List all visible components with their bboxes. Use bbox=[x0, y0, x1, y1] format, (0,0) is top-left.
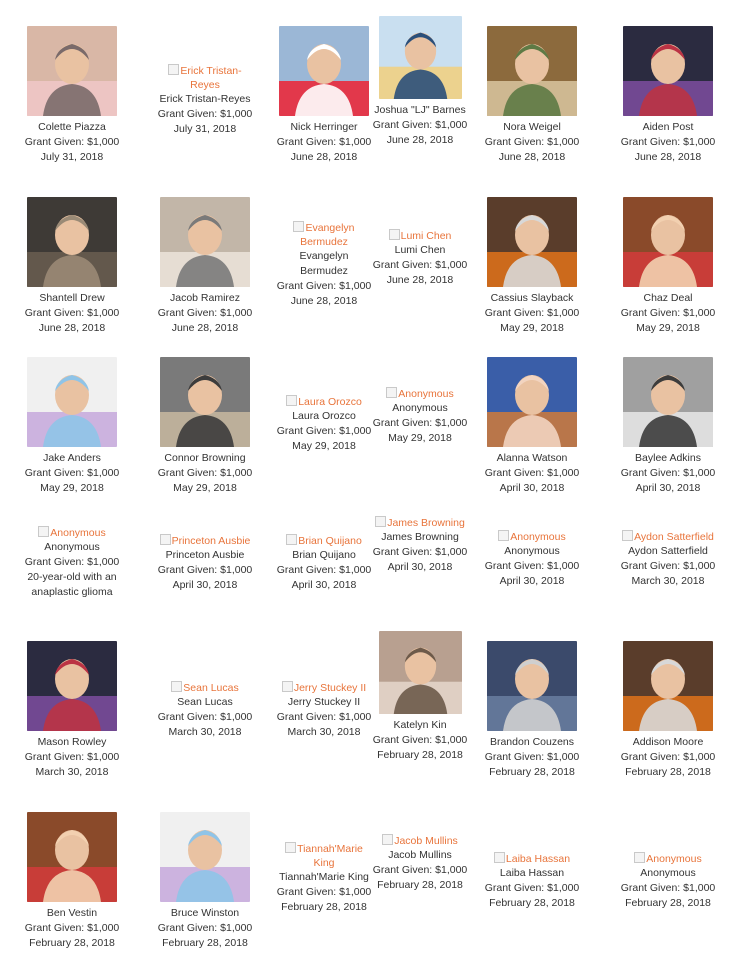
grant-label: Grant Given: bbox=[484, 307, 545, 319]
grant-date: May 29, 2018 bbox=[173, 482, 237, 494]
broken-image-icon bbox=[293, 221, 304, 232]
recipient-name: Laiba Hassan bbox=[499, 867, 565, 879]
grant-label: Grant Given: bbox=[620, 560, 681, 572]
recipient-card bbox=[157, 197, 253, 336]
recipient-name: Mason Rowley bbox=[37, 736, 107, 748]
grant-label: Grant Given: bbox=[24, 136, 85, 148]
recipient-card bbox=[157, 357, 253, 496]
grant-label: Grant Given: bbox=[620, 136, 681, 148]
grant-line bbox=[372, 733, 468, 748]
recipient-name: Sean Lucas bbox=[177, 696, 233, 708]
grant-amount: $1,000 bbox=[220, 922, 253, 934]
grant-line bbox=[157, 107, 253, 122]
grant-date: February 28, 2018 bbox=[489, 897, 575, 909]
recipient-name: Anonymous bbox=[504, 545, 560, 557]
recipient-name: Lumi Chen bbox=[394, 244, 446, 256]
grant-label: Grant Given: bbox=[372, 119, 433, 131]
broken-image-alt-text[interactable]: Sean Lucas bbox=[157, 681, 253, 695]
recipient-name: Laura Orozco bbox=[292, 410, 356, 422]
broken-image-alt-text[interactable]: Anonymous bbox=[24, 526, 120, 540]
grant-line bbox=[484, 466, 580, 481]
broken-image-icon bbox=[498, 530, 509, 541]
recipient-name: Evangelyn Bermudez bbox=[299, 250, 349, 277]
grant-line bbox=[276, 279, 372, 294]
grant-amount: $1,000 bbox=[220, 564, 253, 576]
grant-amount: $1,000 bbox=[87, 556, 120, 568]
grant-line bbox=[157, 306, 253, 321]
grant-date: June 28, 2018 bbox=[38, 322, 106, 334]
recipient-name: Jacob Ramirez bbox=[169, 292, 241, 304]
grant-line bbox=[276, 424, 372, 439]
grant-label: Grant Given: bbox=[372, 417, 433, 429]
grant-label: Grant Given: bbox=[24, 467, 85, 479]
grant-label: Grant Given: bbox=[484, 882, 545, 894]
broken-image-icon bbox=[375, 516, 386, 527]
grant-date: June 28, 2018 bbox=[498, 151, 566, 163]
recipient-card bbox=[157, 64, 253, 137]
grant-line bbox=[276, 563, 372, 578]
grant-date: May 29, 2018 bbox=[40, 482, 104, 494]
recipient-card bbox=[276, 534, 372, 593]
teen-in-team-nick-shirt-photo bbox=[279, 26, 369, 116]
grant-line bbox=[372, 863, 468, 878]
grant-amount: $1,000 bbox=[220, 307, 253, 319]
blonde-girl-smiling-photo bbox=[487, 26, 577, 116]
grant-date: July 31, 2018 bbox=[40, 151, 104, 163]
grant-amount: $1,000 bbox=[547, 307, 580, 319]
grant-date: June 28, 2018 bbox=[386, 274, 454, 286]
recipient-card bbox=[372, 834, 468, 893]
grant-line bbox=[620, 306, 716, 321]
broken-image-icon bbox=[389, 229, 400, 240]
grant-date: April 30, 2018 bbox=[635, 482, 701, 494]
grant-amount: $1,000 bbox=[87, 922, 120, 934]
recipient-card bbox=[372, 387, 468, 446]
grant-date: April 30, 2018 bbox=[387, 561, 453, 573]
recipient-name: Shantell Drew bbox=[39, 292, 105, 304]
recipient-name: Brian Quijano bbox=[292, 549, 356, 561]
recipient-card bbox=[157, 812, 253, 951]
grant-date: February 28, 2018 bbox=[377, 879, 463, 891]
broken-image-icon bbox=[386, 387, 397, 398]
grant-label: Grant Given: bbox=[620, 467, 681, 479]
grant-label: Grant Given: bbox=[276, 425, 337, 437]
grant-amount: $1,000 bbox=[87, 751, 120, 763]
grant-amount: $1,000 bbox=[435, 864, 468, 876]
girl-in-dress-photo bbox=[379, 631, 462, 714]
grant-amount: $1,000 bbox=[220, 108, 253, 120]
recipient-name: Nick Herringer bbox=[290, 121, 358, 133]
grant-amount: $1,000 bbox=[339, 886, 372, 898]
grant-date: July 31, 2018 bbox=[173, 123, 237, 135]
grant-amount: $1,000 bbox=[87, 467, 120, 479]
grant-line bbox=[620, 750, 716, 765]
child-in-hospital-bed-photo bbox=[27, 26, 117, 116]
broken-image-alt-text[interactable]: Princeton Ausbie bbox=[157, 534, 253, 548]
recipient-name: Jake Anders bbox=[43, 452, 101, 464]
grant-line bbox=[620, 881, 716, 896]
broken-image-icon bbox=[171, 681, 182, 692]
grant-label: Grant Given: bbox=[372, 259, 433, 271]
recipient-name: Princeton Ausbie bbox=[165, 549, 245, 561]
grant-line bbox=[620, 135, 716, 150]
grant-line bbox=[24, 306, 120, 321]
grant-label: Grant Given: bbox=[157, 108, 218, 120]
boy-with-ipad-photo bbox=[487, 197, 577, 287]
recipient-card bbox=[24, 526, 120, 600]
grant-date: April 30, 2018 bbox=[172, 579, 238, 591]
grant-amount: $1,000 bbox=[220, 467, 253, 479]
grant-date: February 28, 2018 bbox=[489, 766, 575, 778]
grant-line bbox=[276, 135, 372, 150]
recipient-name: Aiden Post bbox=[642, 121, 694, 133]
grant-label: Grant Given: bbox=[157, 307, 218, 319]
recipient-card bbox=[276, 842, 372, 915]
broken-image-icon bbox=[282, 681, 293, 692]
grant-label: Grant Given: bbox=[276, 711, 337, 723]
grant-line bbox=[24, 466, 120, 481]
grant-amount: $1,000 bbox=[339, 711, 372, 723]
grant-line bbox=[620, 466, 716, 481]
boy-on-handcycle-photo bbox=[27, 641, 117, 731]
grant-date: March 30, 2018 bbox=[168, 726, 242, 738]
broken-image-alt-text[interactable]: Laiba Hassan bbox=[484, 852, 580, 866]
grant-label: Grant Given: bbox=[276, 564, 337, 576]
recipient-card bbox=[484, 26, 580, 165]
grant-amount: $1,000 bbox=[435, 259, 468, 271]
boy-in-cap-photo bbox=[487, 641, 577, 731]
grant-amount: $1,000 bbox=[435, 417, 468, 429]
grant-amount: $1,000 bbox=[87, 136, 120, 148]
recipient-name: Erick Tristan-Reyes bbox=[159, 93, 251, 105]
recipient-card bbox=[484, 197, 580, 336]
recipient-card bbox=[484, 530, 580, 589]
broken-image-alt-text[interactable]: Brian Quijano bbox=[276, 534, 372, 548]
girl-with-glasses-photo bbox=[27, 197, 117, 287]
recipient-name: Cassius Slayback bbox=[490, 292, 574, 304]
recipient-name: Nora Weigel bbox=[503, 121, 561, 133]
recipient-card bbox=[484, 852, 580, 911]
grant-label: Grant Given: bbox=[620, 307, 681, 319]
grant-amount: $1,000 bbox=[683, 882, 716, 894]
grant-date: May 29, 2018 bbox=[500, 322, 564, 334]
grant-line bbox=[157, 921, 253, 936]
recipient-name: Bruce Winston bbox=[170, 907, 240, 919]
grant-amount: $1,000 bbox=[339, 136, 372, 148]
boy-with-headphones-photo bbox=[27, 812, 117, 902]
recipient-name: Katelyn Kin bbox=[393, 719, 447, 731]
broken-image-icon bbox=[285, 842, 296, 853]
grant-date: June 28, 2018 bbox=[290, 151, 358, 163]
grant-label: Grant Given: bbox=[372, 546, 433, 558]
recipient-card bbox=[620, 26, 716, 165]
recipient-name: Brandon Couzens bbox=[489, 736, 575, 748]
broken-image-icon bbox=[160, 534, 171, 545]
recipient-card bbox=[276, 395, 372, 454]
grant-label: Grant Given: bbox=[276, 280, 337, 292]
grant-amount: $1,000 bbox=[683, 467, 716, 479]
recipient-card bbox=[372, 16, 468, 148]
grant-label: Grant Given: bbox=[24, 556, 85, 568]
grant-label: Grant Given: bbox=[157, 922, 218, 934]
broken-image-icon bbox=[168, 64, 179, 75]
grant-label: Grant Given: bbox=[620, 882, 681, 894]
grant-date: February 28, 2018 bbox=[625, 897, 711, 909]
grant-label: Grant Given: bbox=[484, 136, 545, 148]
recipient-card bbox=[276, 26, 372, 165]
recipient-card bbox=[24, 197, 120, 336]
grant-date: June 28, 2018 bbox=[386, 134, 454, 146]
recipient-card bbox=[620, 852, 716, 911]
recipient-name: Alanna Watson bbox=[496, 452, 568, 464]
recipient-card bbox=[276, 681, 372, 740]
broken-image-alt-text[interactable]: Jerry Stuckey II bbox=[276, 681, 372, 695]
grant-date: February 28, 2018 bbox=[281, 901, 367, 913]
grant-line bbox=[372, 545, 468, 560]
recipient-name: Joshua "LJ" Barnes bbox=[374, 104, 466, 116]
recipient-card bbox=[24, 812, 120, 951]
teen-at-computer-photo bbox=[27, 357, 117, 447]
grant-date: March 30, 2018 bbox=[631, 575, 705, 587]
grant-label: Grant Given: bbox=[276, 886, 337, 898]
broken-image-alt-text[interactable]: Lumi Chen bbox=[372, 229, 468, 243]
broken-image-alt-text[interactable]: Laura Orozco bbox=[276, 395, 372, 409]
grant-date: April 30, 2018 bbox=[291, 579, 357, 591]
recipient-card bbox=[372, 631, 468, 763]
grant-line bbox=[372, 416, 468, 431]
grant-date: May 29, 2018 bbox=[388, 432, 452, 444]
grant-date: June 28, 2018 bbox=[290, 295, 358, 307]
recipient-name: Ben Vestin bbox=[46, 907, 98, 919]
recipient-card bbox=[484, 641, 580, 780]
grant-date: 20-year-old with an anaplastic glioma bbox=[27, 571, 117, 598]
broken-image-alt-text[interactable]: Aydon Satterfield bbox=[620, 530, 716, 544]
recipient-card bbox=[372, 516, 468, 575]
grant-label: Grant Given: bbox=[157, 564, 218, 576]
recipient-name: Colette Piazza bbox=[38, 121, 106, 133]
broken-image-alt-text[interactable]: Anonymous bbox=[372, 387, 468, 401]
broken-image-alt-text[interactable]: Erick Tristan-Reyes bbox=[157, 64, 253, 92]
broken-image-alt-text[interactable]: James Browning bbox=[372, 516, 468, 530]
recipient-card bbox=[157, 681, 253, 740]
grant-date: May 29, 2018 bbox=[292, 440, 356, 452]
grant-line bbox=[484, 559, 580, 574]
grant-date: March 30, 2018 bbox=[287, 726, 361, 738]
broken-image-alt-text[interactable]: Anonymous bbox=[620, 852, 716, 866]
recipient-card bbox=[24, 26, 120, 165]
grant-date: February 28, 2018 bbox=[377, 749, 463, 761]
grant-label: Grant Given: bbox=[157, 467, 218, 479]
broken-image-icon bbox=[286, 534, 297, 545]
boy-in-wheelchair-photo bbox=[160, 197, 250, 287]
grant-label: Grant Given: bbox=[484, 751, 545, 763]
grant-amount: $1,000 bbox=[435, 546, 468, 558]
grant-label: Grant Given: bbox=[484, 467, 545, 479]
broken-image-icon bbox=[286, 395, 297, 406]
grant-line bbox=[157, 563, 253, 578]
recipient-name: Chaz Deal bbox=[643, 292, 693, 304]
recipient-name: Jacob Mullins bbox=[388, 849, 452, 861]
grant-label: Grant Given: bbox=[620, 751, 681, 763]
grant-date: February 28, 2018 bbox=[29, 937, 115, 949]
recipient-card bbox=[157, 534, 253, 593]
grant-label: Grant Given: bbox=[157, 711, 218, 723]
grant-amount: $1,000 bbox=[220, 711, 253, 723]
grant-amount: $1,000 bbox=[435, 119, 468, 131]
grant-line bbox=[484, 306, 580, 321]
grant-line bbox=[157, 466, 253, 481]
broken-image-alt-text[interactable]: Anonymous bbox=[484, 530, 580, 544]
recipient-card bbox=[620, 357, 716, 496]
boy-with-gift-photo bbox=[623, 26, 713, 116]
grant-amount: $1,000 bbox=[435, 734, 468, 746]
broken-image-icon bbox=[634, 852, 645, 863]
recipient-card bbox=[24, 641, 120, 780]
grant-amount: $1,000 bbox=[547, 136, 580, 148]
recipient-card bbox=[372, 229, 468, 288]
boy-in-shark-hat-photo bbox=[160, 812, 250, 902]
grant-amount: $1,000 bbox=[339, 425, 372, 437]
recipient-card bbox=[276, 221, 372, 309]
grant-label: Grant Given: bbox=[276, 136, 337, 148]
recipient-card bbox=[24, 357, 120, 496]
grant-line bbox=[620, 559, 716, 574]
grant-amount: $1,000 bbox=[547, 882, 580, 894]
grant-line bbox=[24, 750, 120, 765]
broken-image-icon bbox=[382, 834, 393, 845]
grant-label: Grant Given: bbox=[372, 734, 433, 746]
child-holding-sign-photo bbox=[379, 16, 462, 99]
grant-date: March 30, 2018 bbox=[35, 766, 109, 778]
grant-line bbox=[276, 885, 372, 900]
grant-line bbox=[484, 750, 580, 765]
grant-label: Grant Given: bbox=[24, 307, 85, 319]
recipient-card bbox=[620, 530, 716, 589]
girl-birthday-photo bbox=[623, 357, 713, 447]
grant-date: February 28, 2018 bbox=[625, 766, 711, 778]
grant-amount: $1,000 bbox=[547, 467, 580, 479]
recipient-name: James Browning bbox=[381, 531, 459, 543]
grant-amount: $1,000 bbox=[547, 560, 580, 572]
recipient-name: Aydon Satterfield bbox=[628, 545, 708, 557]
grant-label: Grant Given: bbox=[484, 560, 545, 572]
broken-image-icon bbox=[622, 530, 633, 541]
girl-with-red-glasses-photo bbox=[623, 641, 713, 731]
recipient-name: Tiannah'Marie King bbox=[279, 871, 369, 883]
grant-line bbox=[276, 710, 372, 725]
grant-label: Grant Given: bbox=[24, 751, 85, 763]
grant-line bbox=[157, 710, 253, 725]
grant-line bbox=[24, 135, 120, 150]
recipient-card bbox=[620, 641, 716, 780]
grant-amount: $1,000 bbox=[547, 751, 580, 763]
grant-line bbox=[372, 118, 468, 133]
grant-date: May 29, 2018 bbox=[636, 322, 700, 334]
broken-image-icon bbox=[38, 526, 49, 537]
recipient-name: Connor Browning bbox=[164, 452, 246, 464]
grant-line bbox=[24, 555, 120, 570]
broken-image-icon bbox=[494, 852, 505, 863]
broken-image-alt-text[interactable]: Evangelyn Bermudez bbox=[276, 221, 372, 249]
broken-image-alt-text[interactable]: Jacob Mullins bbox=[372, 834, 468, 848]
grant-date: February 28, 2018 bbox=[162, 937, 248, 949]
grant-date: April 30, 2018 bbox=[499, 482, 565, 494]
grant-date: June 28, 2018 bbox=[171, 322, 239, 334]
grant-date: April 30, 2018 bbox=[499, 575, 565, 587]
grant-amount: $1,000 bbox=[87, 307, 120, 319]
grant-label: Grant Given: bbox=[24, 922, 85, 934]
grant-amount: $1,000 bbox=[683, 307, 716, 319]
recipient-name: Anonymous bbox=[640, 867, 696, 879]
grant-line bbox=[372, 258, 468, 273]
recipient-card bbox=[484, 357, 580, 496]
girl-with-tiara-photo bbox=[487, 357, 577, 447]
grant-amount: $1,000 bbox=[683, 560, 716, 572]
recipient-name: Anonymous bbox=[392, 402, 448, 414]
grant-line bbox=[24, 921, 120, 936]
grant-line bbox=[484, 135, 580, 150]
grant-line bbox=[484, 881, 580, 896]
boy-with-parrot-photo bbox=[160, 357, 250, 447]
broken-image-alt-text[interactable]: Tiannah'Marie King bbox=[276, 842, 372, 870]
grant-amount: $1,000 bbox=[683, 751, 716, 763]
recipient-name: Baylee Adkins bbox=[635, 452, 701, 464]
grant-date: June 28, 2018 bbox=[634, 151, 702, 163]
child-in-hospital-photo bbox=[623, 197, 713, 287]
grant-amount: $1,000 bbox=[683, 136, 716, 148]
recipient-name: Jerry Stuckey II bbox=[287, 696, 361, 708]
recipient-card bbox=[620, 197, 716, 336]
grant-amount: $1,000 bbox=[339, 280, 372, 292]
grant-label: Grant Given: bbox=[372, 864, 433, 876]
grant-amount: $1,000 bbox=[339, 564, 372, 576]
recipient-name: Addison Moore bbox=[632, 736, 704, 748]
recipient-name: Anonymous bbox=[44, 541, 100, 553]
